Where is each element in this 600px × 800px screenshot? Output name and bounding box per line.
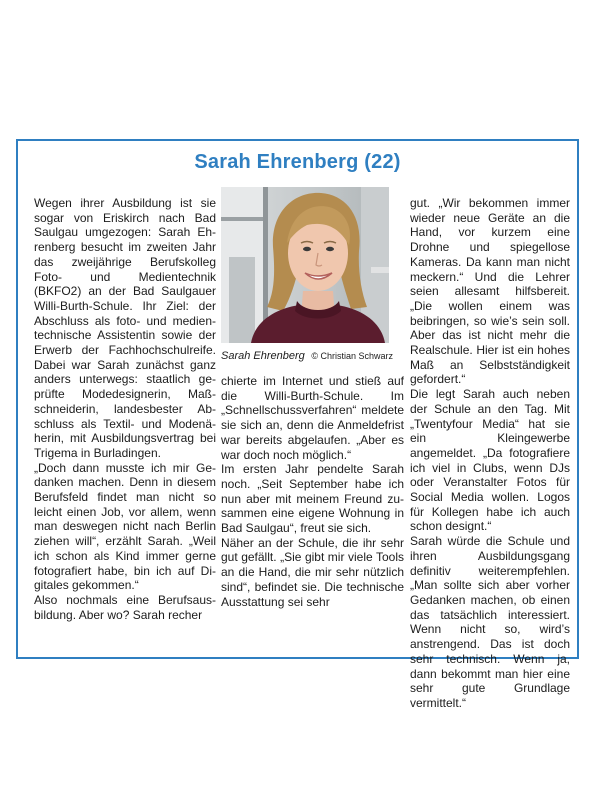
paragraph: Sarah würde die Schule und ihren Ausbildungsgang definitiv weiterempfehlen. „Man sollte sich aber vorher Gedanken machen, ob einen das tatsächlich interessiert. Wenn nicht so, wird’s anstrengend. Das ist doch sehr technisch. Wenn ja, dann bekommt man hier eine sehr gute Grundlage vermittelt.“ xyxy=(410,534,570,710)
photo-credit: © Christian Schwarz xyxy=(311,351,393,361)
article-box xyxy=(16,139,579,710)
photo-caption xyxy=(221,350,393,362)
paragraph: Näher an der Schule, die ihr sehr gut gefällt. „Sie gibt mir viele Tools an die Hand, die mir sehr nützlich sind“, befindet sie. Die technische Ausstattung sei sehr xyxy=(221,535,404,609)
paragraph: chierte im Internet und stieß auf die Willi-Burth-Schule. Im „Schnellschussverfahren“ meldete sie sich an, denn die Anmeldefrist war bereits abgelaufen. „Aber es war doch noch möglich.“ xyxy=(221,374,404,462)
paragraph: gut. „Wir bekommen immer wieder neue Geräte an die Hand, vor kurzem eine Drohne und spiegellose Kameras. Da kann man nicht meckern.“ Und die Lehrer seien allesamt hilfsbereit. „Die wollen einem was beibringen, so wie’s sein soll. Aber das ist nicht mehr die Realschule. Hier ist ein hohes Maß an Selbstständigkeit gefordert.“ xyxy=(410,196,570,387)
portrait-photo xyxy=(221,187,389,343)
paragraph: Wegen ihrer Ausbildung ist sie sogar von Eriskirch nach Bad Saulgau umgezogen: Sarah Ehrenberg besucht im zweiten Jahr das zweijährige Berufskolleg Foto- und Medientechnik (BKFO2) an der Bad Saulgauer Willi-Burth-Schule. Ihr Ziel: der Abschluss als foto- und medientechnische Assistentin sowie der Erwerb der Fachhochschulreife. Dabei war Sarah zunächst ganz anders unterwegs: staatlich geprüfte Modedesignerin, Maßschneiderin, landesbester Abschluss als Textil- und Modenäherin, mit Ausbildungsvertrag bei Trigema in Burladingen. xyxy=(34,196,216,460)
paragraph: Also nochmals eine Berufsausbildung. Aber wo? Sarah recher xyxy=(34,592,216,622)
caption-name: Sarah Ehrenberg xyxy=(221,350,305,362)
paragraph: Im ersten Jahr pendelte Sarah noch. „Seit September habe ich nun aber mit meinem Freund zusammen eine eigene Wohnung in Bad Saulgau“, freut sie sich. xyxy=(221,462,404,536)
text-column-1 xyxy=(34,196,216,622)
text-column-2 xyxy=(221,374,404,609)
paragraph: Die legt Sarah auch neben der Schule an den Tag. Mit „Twentyfour Media“ hat sie ein Kleingewerbe angemeldet. „Da fotografiere ich viel in Clubs, wenn DJs oder Veranstalter Fotos für Social Media wollen. Logos für Kollegen habe ich auch schon designt.“ xyxy=(410,387,570,534)
paragraph: „Doch dann musste ich mir Gedanken machen. Denn in diesem Berufsfeld findet man nicht so leicht einen Job, vor allem, wenn man deswegen nicht nach Berlin ziehen will“, erzählt Sarah. „Weil ich schon als Kind immer gerne fotografiert habe, bin ich auf Digitales gekommen.“ xyxy=(34,460,216,593)
article-title: Sarah Ehrenberg (22) xyxy=(194,151,401,173)
text-column-3 xyxy=(410,196,570,711)
